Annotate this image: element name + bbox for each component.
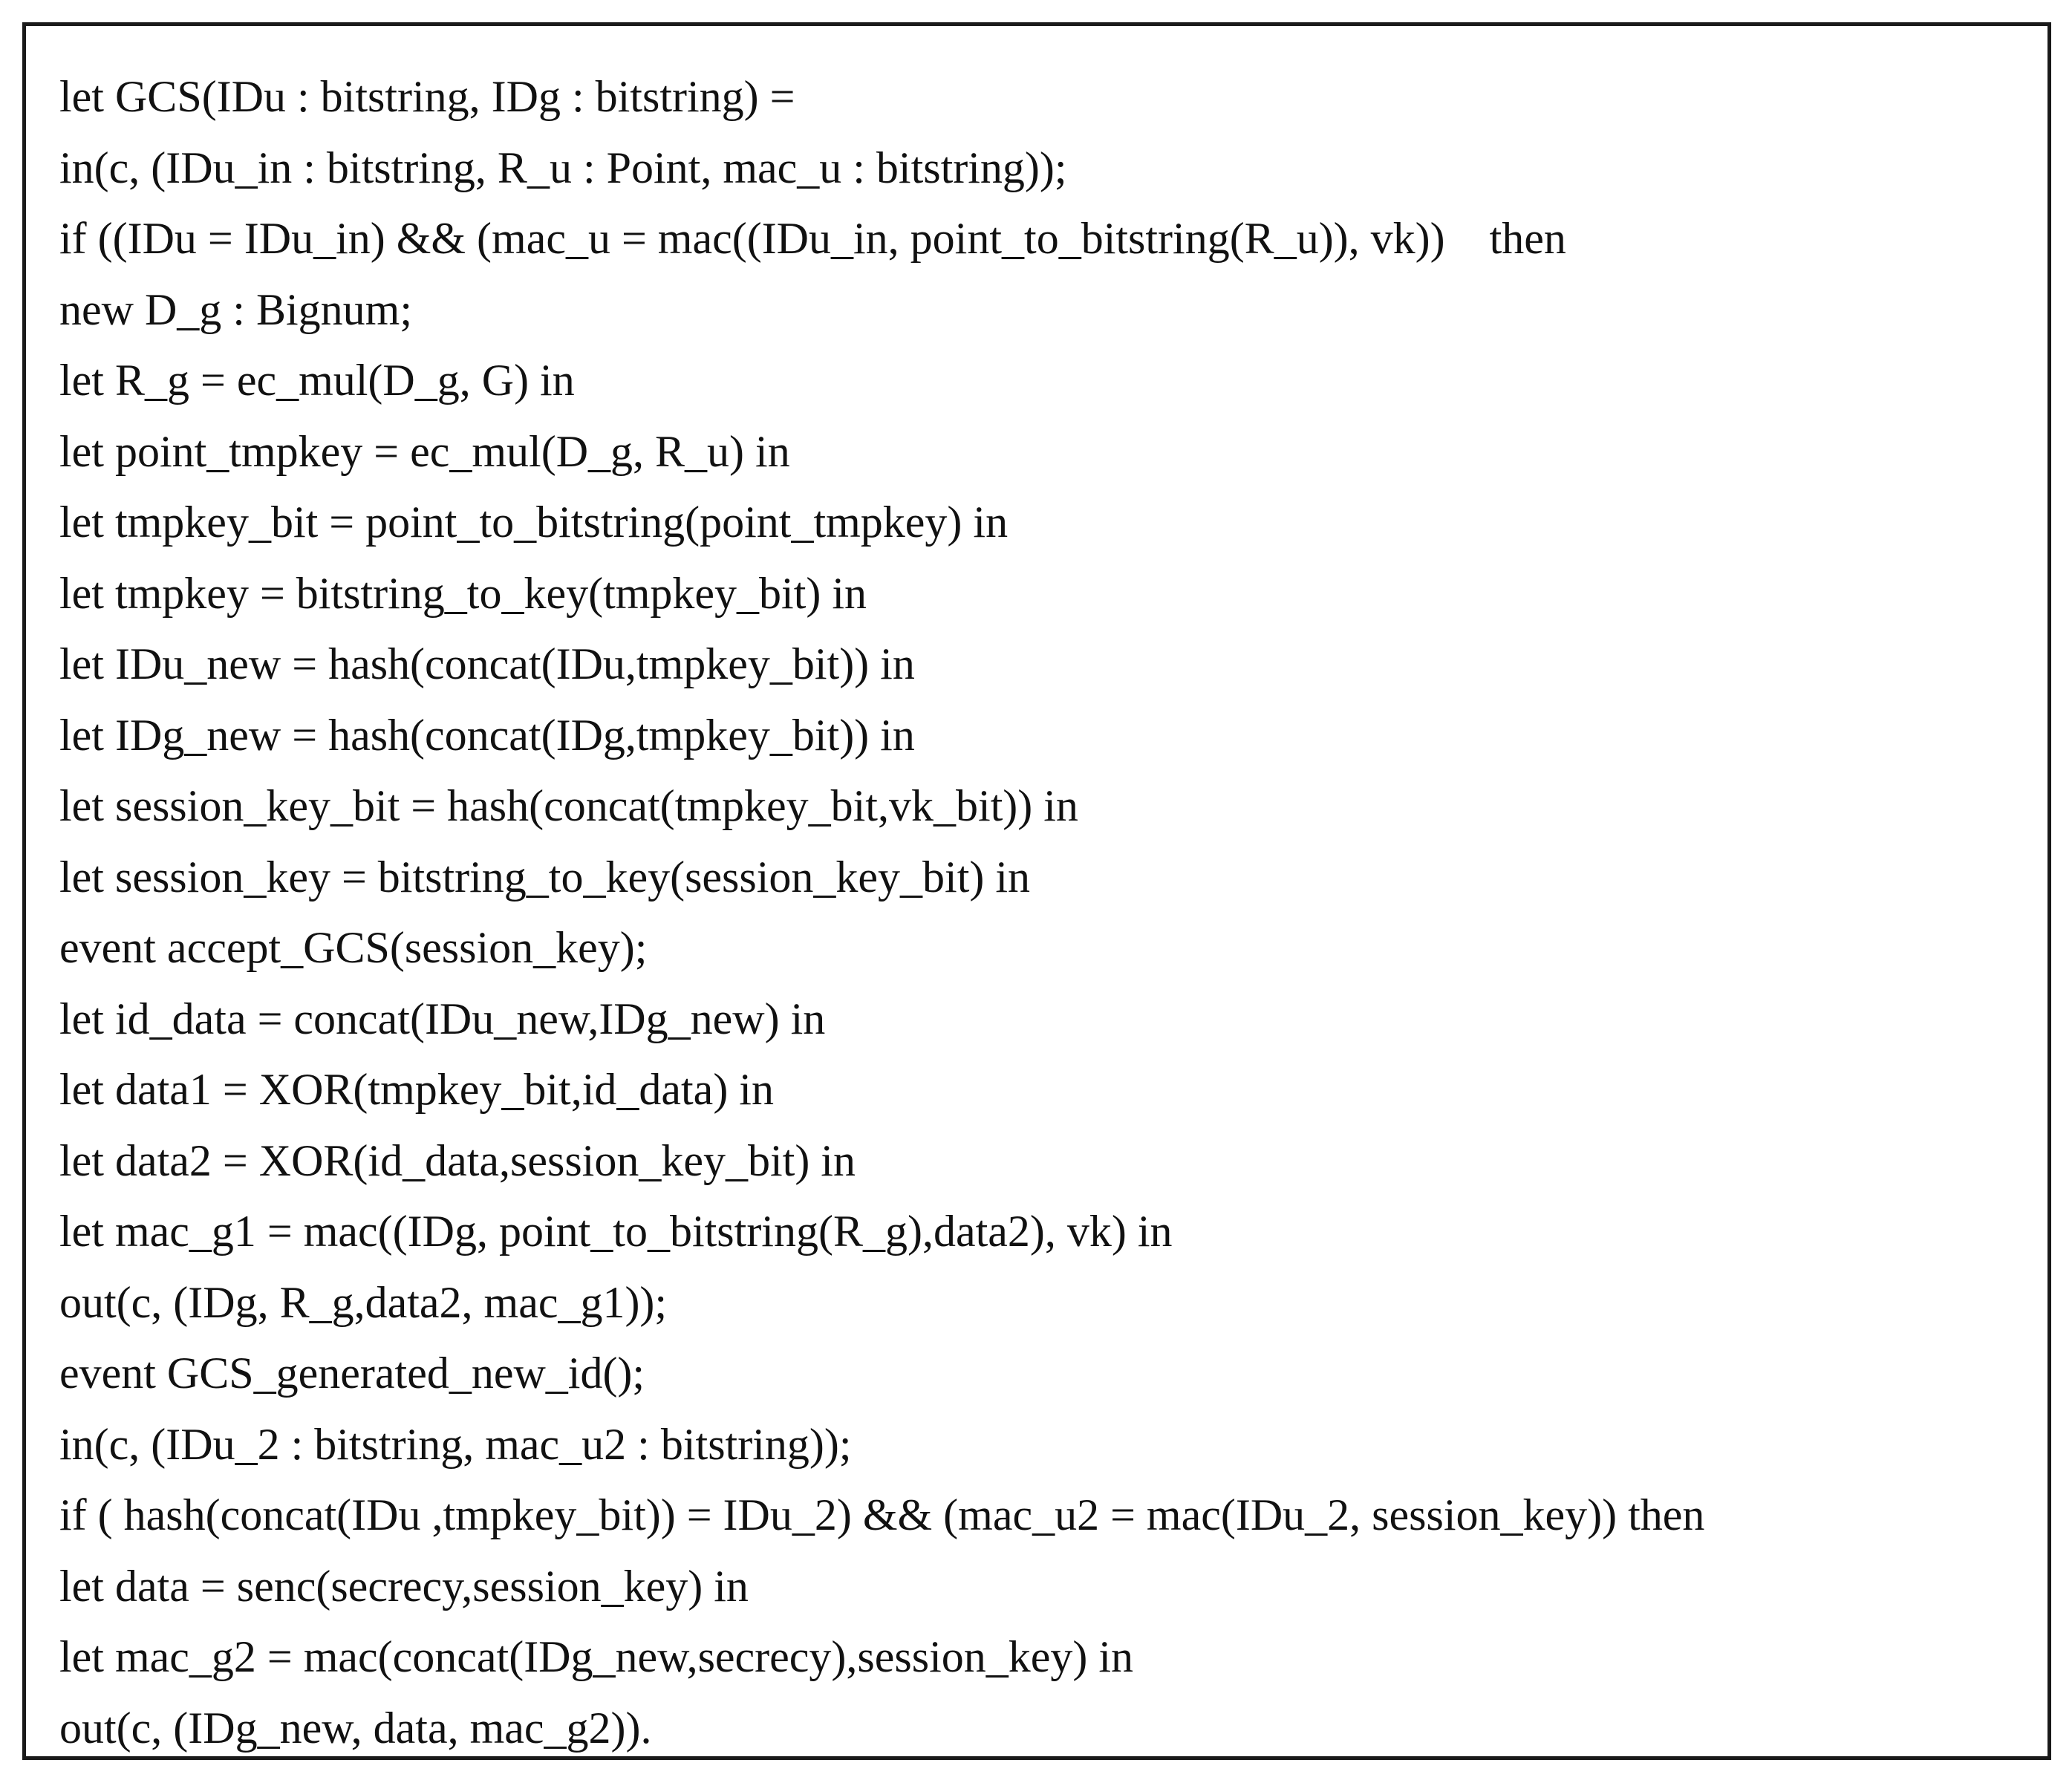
code-line: out(c, (IDg_new, data, mac_g2)). xyxy=(59,1703,652,1753)
code-line: event GCS_generated_new_id(); xyxy=(59,1349,645,1398)
code-line: let tmpkey_bit = point_to_bitstring(point_tmpkey) in xyxy=(59,498,1009,547)
code-line: let data1 = XOR(tmpkey_bit,id_data) in xyxy=(59,1065,774,1114)
code-line: let id_data = concat(IDu_new,IDg_new) in xyxy=(59,994,826,1043)
code-line: let point_tmpkey = ec_mul(D_g, R_u) in xyxy=(59,426,790,476)
code-line: if ( hash(concat(IDu ,tmpkey_bit)) = IDu_2) && (mac_u2 = mac(IDu_2, session_key)) then xyxy=(59,1490,1705,1539)
code-line: let mac_g2 = mac(concat(IDg_new,secrecy),session_key) in xyxy=(59,1632,1134,1681)
code-listing xyxy=(59,62,1704,1764)
code-line: let session_key = bitstring_to_key(session_key_bit) in xyxy=(59,852,1031,902)
code-line: let GCS(IDu : bitstring, IDg : bitstring) = xyxy=(59,72,795,121)
code-listing-box xyxy=(22,22,2051,1760)
code-line: event accept_GCS(session_key); xyxy=(59,923,648,972)
code-line: let IDg_new = hash(concat(IDg,tmpkey_bit)) in xyxy=(59,710,915,760)
code-line: let session_key_bit = hash(concat(tmpkey_bit,vk_bit)) in xyxy=(59,781,1078,830)
code-line: let data = senc(secrecy,session_key) in xyxy=(59,1561,749,1611)
code-line: let IDu_new = hash(concat(IDu,tmpkey_bit)) in xyxy=(59,639,915,688)
code-line: let mac_g1 = mac((IDg, point_to_bitstring(R_g),data2), vk) in xyxy=(59,1207,1173,1256)
code-line: new D_g : Bignum; xyxy=(59,284,412,334)
code-line: let R_g = ec_mul(D_g, G) in xyxy=(59,356,575,405)
code-line: out(c, (IDg, R_g,data2, mac_g1)); xyxy=(59,1277,668,1327)
code-line: let data2 = XOR(id_data,session_key_bit) in xyxy=(59,1135,856,1185)
code-line: let tmpkey = bitstring_to_key(tmpkey_bit) in xyxy=(59,568,867,618)
code-line: if ((IDu = IDu_in) && (mac_u = mac((IDu_in, point_to_bitstring(R_u)), vk)) then xyxy=(59,214,1566,263)
code-line: in(c, (IDu_2 : bitstring, mac_u2 : bitstring)); xyxy=(59,1419,852,1469)
code-line: in(c, (IDu_in : bitstring, R_u : Point, mac_u : bitstring)); xyxy=(59,143,1067,192)
